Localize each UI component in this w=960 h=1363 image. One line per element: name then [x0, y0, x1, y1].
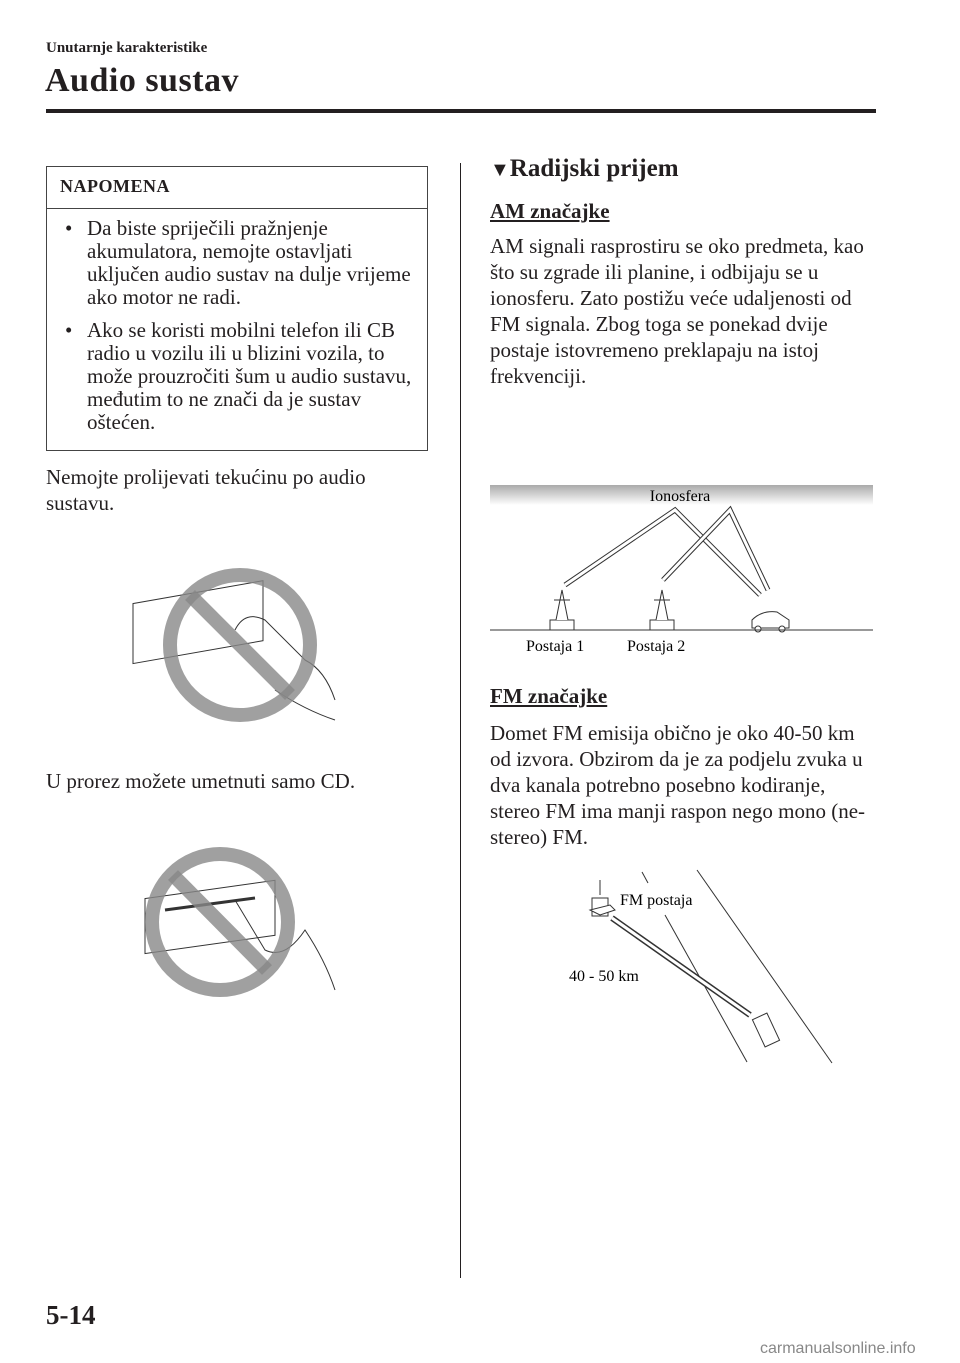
liquid-warning-text: Nemojte prolijevati tekućinu po audio sustavu. — [46, 465, 366, 515]
note-heading: NAPOMENA — [47, 167, 427, 209]
fm-distance-label: 40 - 50 km — [569, 968, 639, 985]
header-rule — [46, 109, 876, 113]
cd-only-illustration — [135, 840, 345, 1000]
watermark: carmanualsonline.info — [760, 1340, 916, 1357]
triangle-icon: ▼ — [490, 159, 510, 181]
section-heading: ▼Radijski prijem — [490, 155, 679, 182]
am-text: AM signali rasprostiru se oko predmeta, kao što su zgrade ili planine, i odbijaju se u ionosferu. Zato postižu veće udaljenosti od FM signala. Zbog toga se ponekad dvije postaje istovremeno preklapaju na istoj frekvenciji. — [490, 234, 864, 388]
am-diagram — [490, 480, 875, 660]
cd-only-text: U prorez možete umetnuti samo CD. — [46, 769, 356, 793]
fm-subheading: FM značajke — [490, 684, 608, 708]
fm-diagram — [530, 850, 850, 1080]
note-box — [46, 166, 428, 451]
page-number: 5-14 — [46, 1300, 96, 1330]
column-divider — [460, 163, 461, 1278]
page-title: Audio sustav — [45, 62, 240, 99]
am-subheading: AM značajke — [490, 199, 610, 223]
fm-text: Domet FM emisija obično je oko 40-50 km od izvora. Obzirom da je za podjelu zvuka u dva kanala potrebno posebno kodiranje, stereo FM ima manji raspon nego mono (ne-stereo) FM. — [490, 721, 866, 849]
section-label: Unutarnje karakteristike — [46, 40, 208, 56]
fm-station-label: FM postaja — [620, 892, 693, 909]
station-1-label: Postaja 1 — [526, 638, 585, 655]
station-2-label: Postaja 2 — [627, 638, 686, 655]
no-liquid-illustration — [125, 560, 355, 730]
note-item: • Da biste spriječili pražnjenje akumulatora, nemojte ostavljati uključen audio sustav na dulje vrijeme ako motor ne radi. — [87, 217, 419, 309]
ionosphere-label: Ionosfera — [649, 488, 711, 505]
note-item: • Ako se koristi mobilni telefon ili CB radio u vozilu ili u blizini vozila, to može prouzročiti šum u audio sustavu, međutim to ne znači da je sustav oštećen. — [87, 319, 419, 434]
